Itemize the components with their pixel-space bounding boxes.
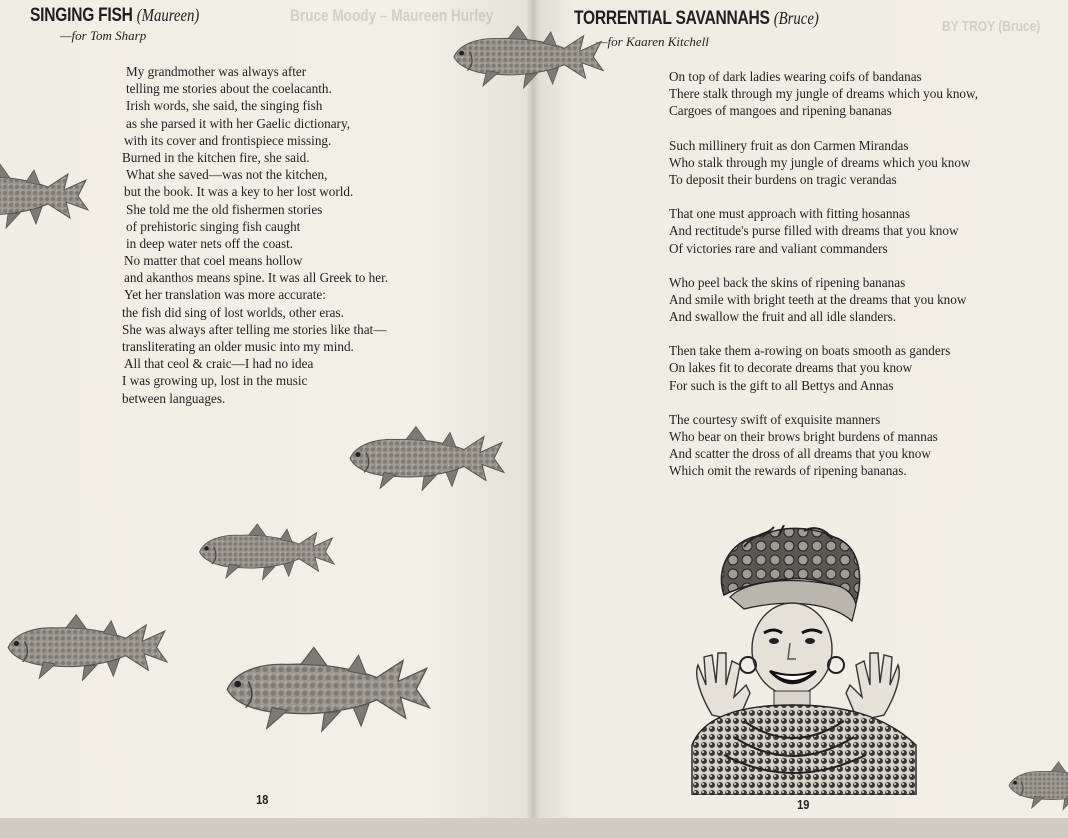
poem-line: Yet her translation was more accurate: xyxy=(124,287,326,303)
poem-line: Who bear on their brows bright burdens of mannas xyxy=(669,429,938,444)
stanza-break xyxy=(669,325,978,342)
stanza-break xyxy=(669,120,978,137)
poem-line: Such millinery fruit as don Carmen Mirandas xyxy=(669,137,909,153)
stanza-break xyxy=(669,188,978,205)
poem-torrential-savannahs xyxy=(669,68,978,480)
poem-line: What she saved—was not the kitchen, xyxy=(126,167,328,183)
poem-line: but the book. It was a key to her lost world. xyxy=(124,184,354,200)
poem-line: She told me the old fishermen stories xyxy=(126,201,323,217)
poem-line: To deposit their burdens on tragic verandas xyxy=(669,171,897,187)
stanza-break xyxy=(669,257,978,274)
poem-line: and akanthos means spine. It was all Greek to her. xyxy=(124,270,389,286)
title-text: TORRENTIAL SAVANNAHS xyxy=(574,8,770,29)
poem-line: Who stalk through my jungle of dreams which you know xyxy=(669,154,971,170)
coelacanth-illustration xyxy=(346,420,506,495)
poem-line: transliterating an older music into my mind. xyxy=(122,339,354,354)
poem-line: And scatter the dross of all dreams that you know xyxy=(669,446,931,462)
dedication: —for Kaaren Kitchell xyxy=(596,34,709,49)
poem-line: as she parsed it with her Gaelic dictionary, xyxy=(126,115,350,131)
poem-title-torrential-savannahs xyxy=(574,8,819,30)
poem-line: For such is the gift to all Bettys and Annas xyxy=(669,377,894,393)
page-number: 18 xyxy=(256,792,269,807)
poem-line: On lakes fit to decorate dreams that you know xyxy=(669,360,913,376)
coelacanth-illustration xyxy=(222,638,432,738)
poem-line: between languages. xyxy=(122,390,226,406)
dedication: —for Tom Sharp xyxy=(60,28,147,43)
coelacanth-illustration xyxy=(0,160,90,230)
poem-line: That one must approach with fitting hosannas xyxy=(669,206,910,222)
page-number: 19 xyxy=(797,797,810,812)
poem-line: The courtesy swift of exquisite manners xyxy=(669,411,881,427)
poem-line: All that ceol & craic—I had no idea xyxy=(124,356,314,372)
poem-line: Which omit the rewards of ripening bananas. xyxy=(669,463,907,479)
author-label: (Maureen) xyxy=(136,5,200,25)
bleed-through-text: Bruce Moody – Maureen Hurley xyxy=(290,6,494,25)
poem-line: Then take them a-rowing on boats smooth as ganders xyxy=(669,343,951,359)
poem-line: I was growing up, lost in the music xyxy=(122,373,308,389)
poem-line: Irish words, she said, the singing fish xyxy=(126,98,323,114)
poem-line: Who peel back the skins of ripening bananas xyxy=(669,274,906,290)
coelacanth-illustration xyxy=(196,520,336,582)
poem-line: On top of dark ladies wearing coifs of bandanas xyxy=(669,69,922,84)
poem-line: Burned in the kitchen fire, she said. xyxy=(122,149,310,165)
poem-line: Cargoes of mangoes and ripening bananas xyxy=(669,103,892,119)
coelacanth-illustration xyxy=(1006,755,1068,815)
poem-line: the fish did sing of lost worlds, other eras. xyxy=(122,304,344,320)
scanner-edge xyxy=(0,818,1068,838)
title-text: SINGING FISH xyxy=(30,5,133,26)
poem-line: She was always after telling me stories like that— xyxy=(122,321,387,337)
bleed-through-text: BY TROY (Bruce) xyxy=(942,18,1041,35)
author-label: (Bruce) xyxy=(773,8,819,28)
poem-title-singing-fish xyxy=(30,5,199,27)
poem-line: My grandmother was always after xyxy=(126,64,307,79)
poem-line: with its cover and frontispiece missing. xyxy=(124,132,332,148)
coelacanth-illustration xyxy=(450,16,605,96)
poem-line: of prehistoric singing fish caught xyxy=(126,218,301,234)
poem-singing-fish xyxy=(122,63,389,407)
book-spine xyxy=(526,0,540,820)
poem-line: telling me stories about the coelacanth. xyxy=(126,81,332,97)
poem-line: And smile with bright teeth at the dreams that you know xyxy=(669,291,967,307)
stanza-break xyxy=(669,394,978,411)
poem-line: And rectitude's purse filled with dreams that you know xyxy=(669,223,959,239)
poem-line: Of victories rare and valiant commanders xyxy=(669,240,888,256)
poem-line: There stalk through my jungle of dreams which you know, xyxy=(669,86,978,102)
poem-line: No matter that coel means hollow xyxy=(124,253,303,269)
coelacanth-illustration xyxy=(4,604,169,689)
poem-line: in deep water nets off the coast. xyxy=(126,235,294,251)
poem-line: And swallow the fruit and all idle slanders. xyxy=(669,309,897,325)
carmen-miranda-illustration xyxy=(684,525,924,795)
